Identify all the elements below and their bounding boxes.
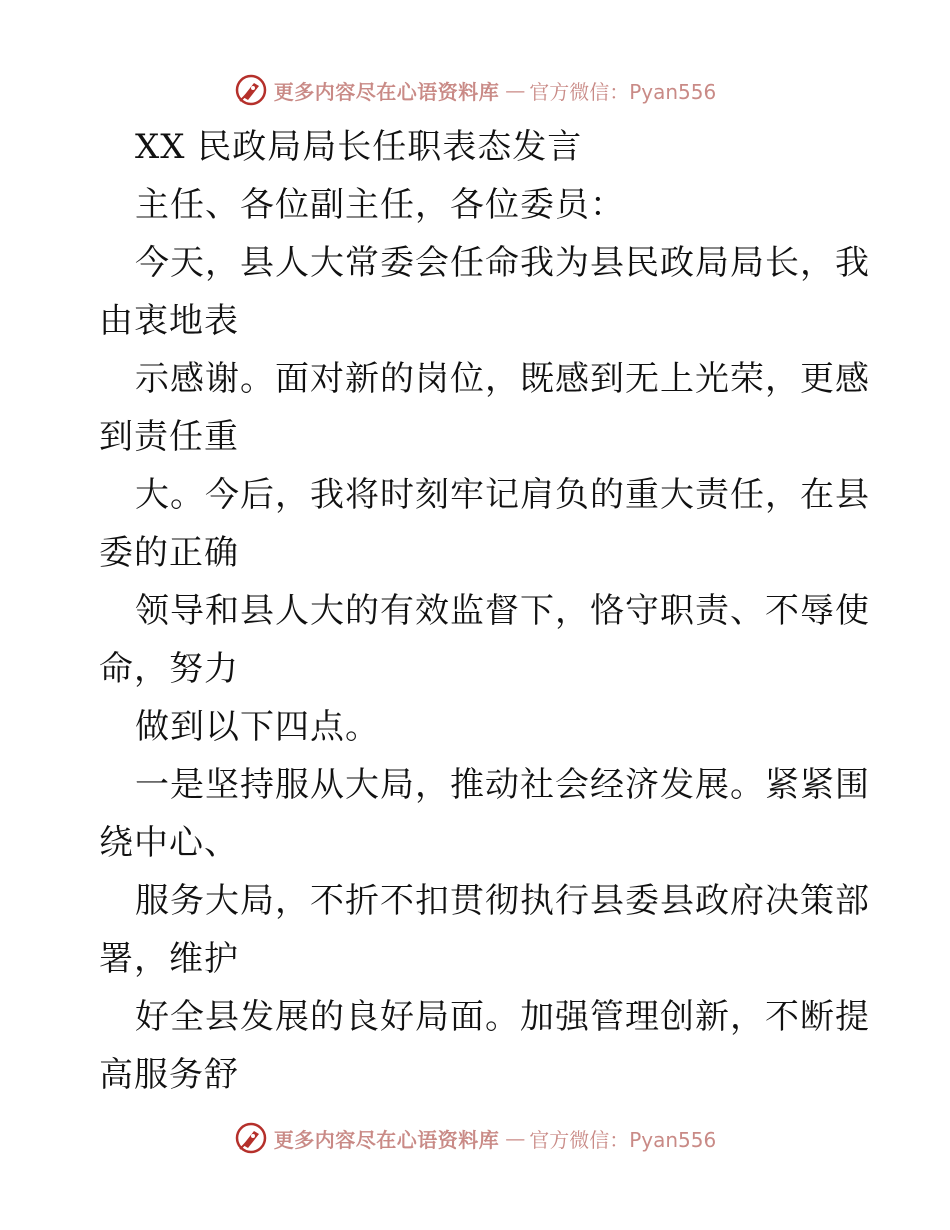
- banner-dash: —: [505, 78, 524, 102]
- banner-title: 更多内容尽在心语资料库: [273, 1127, 500, 1152]
- paragraph-line: 命，努力: [99, 649, 239, 689]
- paragraph-line: 委的正确: [99, 533, 239, 573]
- paragraph-line: 一是坚持服从大局，推动社会经济发展。紧紧围: [135, 765, 870, 805]
- paragraph-line: 做到以下四点。: [135, 707, 380, 747]
- banner-wechat: 官方微信：Pyan556: [529, 1127, 717, 1152]
- header-banner: [0, 70, 950, 110]
- paragraph-line: 大。今后，我将时刻牢记肩负的重大责任，在县: [135, 475, 870, 515]
- paragraph-line: 示感谢。面对新的岗位，既感到无上光荣，更感: [135, 359, 870, 399]
- banner-wechat: 官方微信：Pyan556: [529, 79, 717, 104]
- pen-nib-seal-icon: [234, 1121, 268, 1155]
- paragraph-line: 主任、各位副主任，各位委员：: [135, 185, 625, 225]
- paragraph-line: 今天，县人大常委会任命我为县民政局局长，我: [135, 243, 870, 283]
- paragraph-line: 服务大局，不折不扣贯彻执行县委县政府决策部: [135, 881, 870, 921]
- pen-nib-seal-icon: [234, 73, 268, 107]
- paragraph-line: 领导和县人大的有效监督下，恪守职责、不辱使: [135, 591, 870, 631]
- banner-title: 更多内容尽在心语资料库: [273, 79, 500, 104]
- paragraph-line: 到责任重: [99, 417, 239, 457]
- paragraph-line: 高服务舒: [99, 1055, 239, 1095]
- document-body: [99, 118, 870, 1104]
- banner-dash: —: [505, 1126, 524, 1150]
- document-title: XX 民政局局长任职表态发言: [135, 127, 583, 167]
- paragraph-line: 好全县发展的良好局面。加强管理创新，不断提: [135, 997, 870, 1037]
- footer-banner: [0, 1118, 950, 1158]
- paragraph-line: 署，维护: [99, 939, 239, 979]
- paragraph-line: 由衷地表: [99, 301, 239, 341]
- paragraph-line: 绕中心、: [99, 823, 239, 863]
